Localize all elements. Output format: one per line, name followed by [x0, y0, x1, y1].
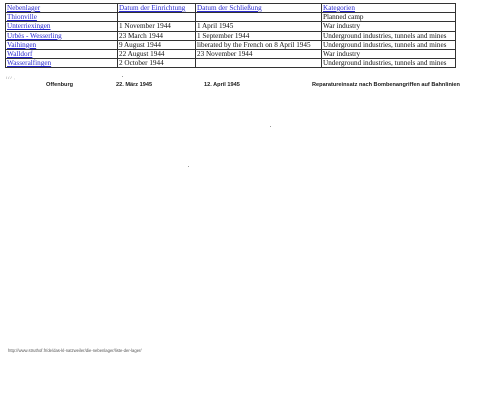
date-closed: 1 April 1945 [196, 22, 322, 31]
note-end-date: 12. April 1945 [204, 82, 240, 88]
category: Underground industries, tunnels and mines [322, 40, 456, 49]
date-closed [196, 13, 322, 22]
table-row [6, 50, 456, 59]
scan-speck [188, 166, 189, 167]
camp-name-link[interactable]: Thionville [6, 13, 118, 22]
note-category: Reparatureinsatz nach Bombenangriffen auf Bahnlinien [312, 82, 460, 88]
camp-name-link[interactable]: Vaihingen [6, 40, 118, 49]
source-url[interactable]: http://www.struthof.fr/de/das-kl-natzweiler/die-nebenlager/liste-der-lager/ [8, 348, 142, 353]
scan-speck [122, 76, 123, 77]
header-datum-schliessung[interactable]: Datum der Schließung [196, 4, 322, 13]
table-row [6, 59, 456, 68]
date-opened: 23 March 1944 [118, 31, 196, 40]
date-opened: 9 August 1944 [118, 40, 196, 49]
note-place: Offenburg [46, 82, 74, 88]
date-opened: 2 October 1944 [118, 59, 196, 68]
header-datum-einrichtung[interactable]: Datum der Einrichtung [118, 4, 196, 13]
date-closed: 1 September 1944 [196, 31, 322, 40]
camp-name-link[interactable]: Walldorf [6, 50, 118, 59]
category: War industry [322, 22, 456, 31]
scan-speck [270, 126, 271, 127]
category: War industry [322, 50, 456, 59]
category: Underground industries, tunnels and mines [322, 31, 456, 40]
date-closed: liberated by the French on 8 April 1945 [196, 40, 322, 49]
camp-name-link[interactable]: Wasseralfingen [6, 59, 118, 68]
table-row [6, 13, 456, 22]
camps-table [5, 3, 456, 68]
table-row [6, 40, 456, 49]
date-opened [118, 13, 196, 22]
category: Planned camp [322, 13, 456, 22]
table-header-row [6, 4, 456, 13]
table-row [6, 22, 456, 31]
camp-name-link[interactable]: Urbès - Wesserling [6, 31, 118, 40]
stray-scan-mark: / / / , [6, 75, 15, 80]
date-closed [196, 59, 322, 68]
date-opened: 1 November 1944 [118, 22, 196, 31]
category: Underground industries, tunnels and mines [322, 59, 456, 68]
date-closed: 23 November 1944 [196, 50, 322, 59]
header-nebenlager[interactable]: Nebenlager [6, 4, 118, 13]
date-opened: 22 August 1944 [118, 50, 196, 59]
note-start-date: 22. März 1945 [116, 82, 153, 88]
camp-name-link[interactable]: Unterriexingen [6, 22, 118, 31]
table-row [6, 31, 456, 40]
header-kategorien[interactable]: Kategorien [322, 4, 456, 13]
